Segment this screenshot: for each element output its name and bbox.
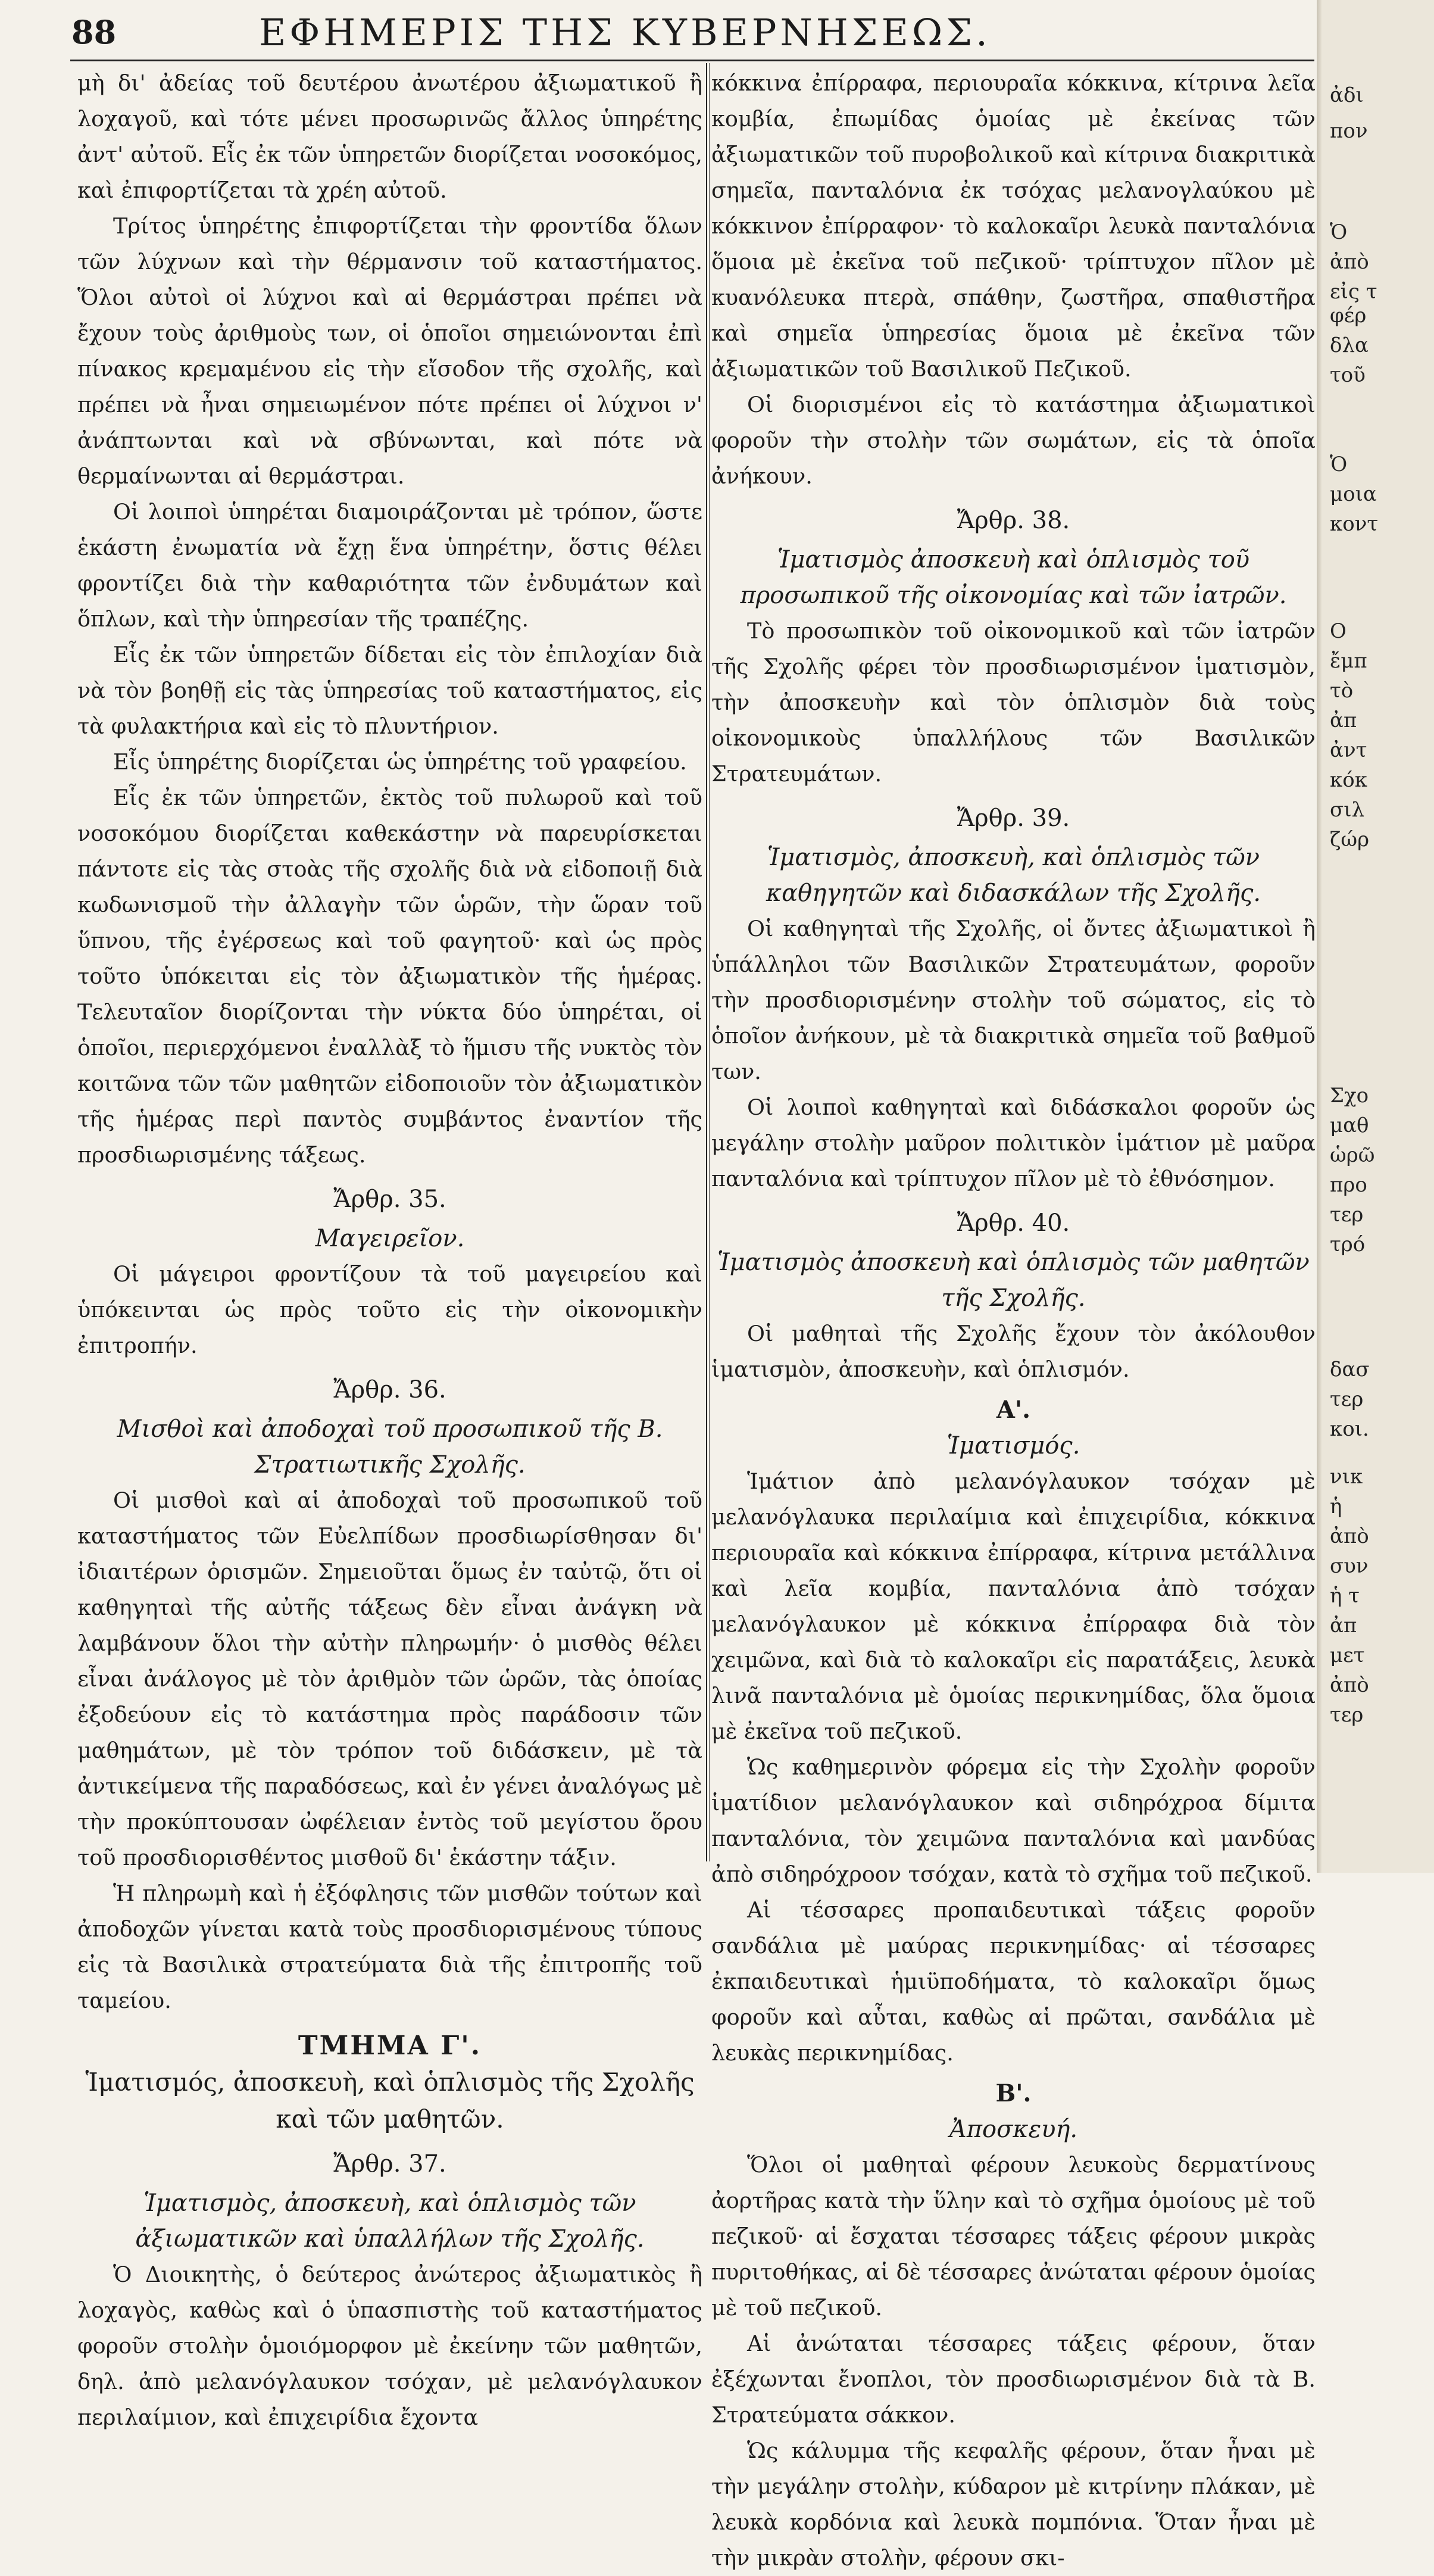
edge-text-fragment: ἀπὸ xyxy=(1330,1524,1369,1548)
article-caption: Μισθοὶ καὶ ἀποδοχαὶ τοῦ προσωπικοῦ τῆς Β. Στρατιωτικῆς Σχολῆς. xyxy=(117,1415,663,1479)
edge-text-fragment: μετ xyxy=(1330,1643,1365,1667)
edge-text-fragment: σιλ xyxy=(1330,798,1365,822)
edge-text-fragment: ἀπὸ xyxy=(1330,250,1369,274)
edge-text-fragment: δλα xyxy=(1330,333,1369,357)
article-heading: Ἄρθρ. 40. xyxy=(957,1209,1070,1237)
section-title: ΤΜΗΜΑ Γ'. xyxy=(298,2031,482,2061)
edge-text-fragment: τρό xyxy=(1330,1233,1366,1256)
article-caption: Ἱματισμὸς ἀποσκευὴ καὶ ὁπλισμὸς τῶν μαθητῶν τῆς Σχολῆς. xyxy=(717,1249,1310,1312)
paragraph: Εἷς ἐκ τῶν ὑπηρετῶν δίδεται εἰς τὸν ἐπιλοχίαν διὰ νὰ τὸν βοηθῇ εἰς τὰς ὑπηρεσίας τοῦ καταστήματος, εἰς τὰ φυλακτήρια καὶ εἰς τὸ πλυντήριον. xyxy=(77,642,702,739)
paragraph: μὴ δι' ἀδείας τοῦ δευτέρου ἀνωτέρου ἀξιωματικοῦ ἢ λοχαγοῦ, καὶ τότε μένει προσωρινῶς ἄλλος ὑπηρέτης ἀντ' αὐτοῦ. Εἷς ἐκ τῶν ὑπηρετῶν διορίζεται νοσοκόμος, καὶ ἐπιφορτίζεται τὰ χρέη αὐτοῦ. xyxy=(77,70,702,203)
edge-text-fragment: τοῦ xyxy=(1330,363,1366,387)
edge-text-fragment: ἡ τ xyxy=(1330,1584,1360,1608)
edge-text-fragment: νικ xyxy=(1330,1465,1363,1489)
edge-text-fragment: μοια xyxy=(1330,482,1377,506)
edge-text-fragment: μαθ xyxy=(1330,1114,1369,1137)
left-column xyxy=(77,66,702,2435)
article-heading: Ἄρθρ. 36. xyxy=(333,1376,446,1404)
edge-text-fragment: τερ xyxy=(1330,1387,1364,1411)
article-caption: Ἱματισμὸς, ἀποσκευὴ, καὶ ὁπλισμὸς τῶν καθηγητῶν καὶ διδασκάλων τῆς Σχολῆς. xyxy=(766,844,1261,907)
edge-text-fragment: δασ xyxy=(1330,1358,1370,1381)
edge-text-fragment: προ xyxy=(1330,1173,1367,1197)
edge-text-fragment: φέρ xyxy=(1330,304,1367,328)
paragraph: Ὡς καθημερινὸν φόρεμα εἰς τὴν Σχολὴν φοροῦν ἱματίδιον μελανόγλαυκον καὶ σιδηρόχροα δίμιτα πανταλόνια, τὸν χειμῶνα πανταλόνια καὶ μανδύας ἀπὸ σιδηρόχροον τσόχαν, κατὰ τὸ σχῆμα τοῦ πεζικοῦ. xyxy=(711,1754,1316,1887)
edge-text-fragment: κοντ xyxy=(1330,512,1379,536)
paragraph: Εἷς ὑπηρέτης διορίζεται ὡς ὑπηρέτης τοῦ γραφείου. xyxy=(113,749,687,775)
edge-text-fragment: ἔμπ xyxy=(1330,649,1367,673)
edge-text-fragment: τερ xyxy=(1330,1203,1364,1227)
paragraph: Ὡς κάλυμμα τῆς κεφαλῆς φέρουν, ὅταν ἦναι μὲ τὴν μεγάλην στολὴν, κύδαρον μὲ κιτρίνην πλάκαν, μὲ λευκὰ κορδόνια καὶ λευκὰ πομπόνια. Ὅταν ἦναι μὲ τὴν μικρὰν στολὴν, φέρουν σκι- xyxy=(711,2438,1316,2571)
edge-text-fragment: εἰς τ xyxy=(1330,280,1377,304)
article-heading: Ἄρθρ. 37. xyxy=(333,2150,446,2178)
edge-text-fragment: Ο xyxy=(1330,619,1346,643)
running-head-title: ΕΦΗΜΕΡΙΣ ΤΗΣ ΚΥΒΕΡΝΗΣΕΩΣ. xyxy=(259,11,991,54)
paragraph: Αἱ τέσσαρες προπαιδευτικαὶ τάξεις φοροῦν σανδάλια μὲ μαύρας περικνημίδας· αἱ τέσσαρες ἐκπαιδευτικαὶ ἡμιϋποδήματα, τὸ καλοκαῖρι ὅμως φοροῦν καὶ αὗται, καθὼς αἱ πρῶται, σανδάλια μὲ λευκὰς περικνημίδας. xyxy=(711,1897,1316,2066)
edge-text-fragment: ἀπ xyxy=(1330,709,1357,732)
article-caption: Ἱματισμὸς ἀποσκευὴ καὶ ὁπλισμὸς τοῦ προσωπικοῦ τῆς οἰκονομίας καὶ τῶν ἰατρῶν. xyxy=(740,546,1287,609)
paragraph: Ἡ πληρωμὴ καὶ ἡ ἐξόφλησις τῶν μισθῶν τούτων καὶ ἀποδοχῶν γίνεται κατὰ τοὺς προσδιορισμένους τύπους εἰς τὰ Βασιλικὰ στρατεύματα διὰ τῆς ἐπιτροπῆς τοῦ ταμείου. xyxy=(77,1880,702,2013)
section-subtitle: Ἱματισμός, ἀποσκευὴ, καὶ ὁπλισμὸς τῆς Σχολῆς καὶ τῶν μαθητῶν. xyxy=(85,2067,695,2134)
edge-text-fragment: Ὁ xyxy=(1330,453,1348,476)
edge-text-fragment: ἀδι xyxy=(1330,83,1364,107)
header-rule xyxy=(70,60,1314,61)
page-number: 88 xyxy=(71,13,117,51)
article-heading: Ἄρθρ. 38. xyxy=(957,507,1070,534)
column-divider xyxy=(706,63,707,1861)
edge-text-fragment: ἀπὸ xyxy=(1330,1673,1369,1697)
edge-text-fragment: πον xyxy=(1330,119,1368,143)
paragraph: Εἷς ἐκ τῶν ὑπηρετῶν, ἐκτὸς τοῦ πυλωροῦ καὶ τοῦ νοσοκόμου διορίζεται καθεκάστην νὰ παρευρίσκεται πάντοτε εἰς τὰς στοὰς τῆς σχολῆς διὰ νὰ εἰδοποιῇ διὰ κωδωνισμοῦ τὴν ἀλλαγὴν τῶν ὡρῶν, τὴν ὥραν τοῦ ὕπνου, τῆς ἐγέρσεως καὶ τοῦ φαγητοῦ· καὶ ὡς πρὸς τοῦτο ὑπόκειται εἰς τὸν ἀξιωματικὸν τῆς ἡμέρας. Τελευταῖον διορίζονται τὴν νύκτα δύο ὑπηρέται, οἱ ὁποῖοι, περιερχόμενοι ἐναλλὰξ τὸ ἥμισυ τῆς νυκτὸς τὸν κοιτῶνα τῶν τῶν μαθητῶν εἰδοποιοῦν τὸν ἀξιωματικὸν τῆς ἡμέρας περὶ παντὸς συμβάντος ἐναντίον τῆς προσδιωρισμένης τάξεως. xyxy=(77,785,702,1168)
edge-text-fragment: ζώρ xyxy=(1330,828,1370,852)
paragraph: Οἱ καθηγηταὶ τῆς Σχολῆς, οἱ ὄντες ἀξιωματικοὶ ἢ ὑπάλληλοι τῶν Βασιλικῶν Στρατευμάτων, φοροῦν τὴν προσδιορισμένην στολὴν τοῦ σώματος, εἰς τὸ ὁποῖον ἀνήκουν, μὲ τὰ διακριτικὰ σημεῖα τοῦ βαθμοῦ των. xyxy=(711,916,1316,1084)
edge-text-fragment: Ὁ xyxy=(1330,220,1348,244)
paragraph: Οἱ λοιποὶ καθηγηταὶ καὶ διδάσκαλοι φοροῦν ὡς μεγάλην στολὴν μαῦρον πολιτικὸν ἱμάτιον μὲ μαῦρα πανταλόνια καὶ τρίπτυχον πῖλον μὲ τὸ ἐθνόσημον. xyxy=(711,1094,1316,1192)
paragraph: Οἱ μισθοὶ καὶ αἱ ἀποδοχαὶ τοῦ προσωπικοῦ τοῦ καταστήματος τῶν Εὐελπίδων προσδιωρίσθησαν δι' ἰδιαιτέρων ὁρισμῶν. Σημειοῦται ὅμως ἐν ταὐτῷ, ὅτι οἱ καθηγηταὶ τῆς αὐτῆς τάξεως δὲν εἶναι ἀνάγκη νὰ λαμβάνουν ὅλοι τὴν αὐτὴν πληρωμήν· ὁ μισθὸς θέλει εἶναι ἀνάλογος μὲ τὸν ἀριθμὸν τῶν ὡρῶν, τὰς ὁποίας ἐξοδεύουν εἰς τὸ κατάστημα πρὸς παράδοσιν τῶν μαθημάτων, μὲ τὸν τρόπον τοῦ διδάσκειν, μὲ τὰ ἀντικείμενα τῆς παραδόσεως, καὶ ἐν γένει ἀναλόγως μὲ τὴν προκύπτουσαν ὠφέλειαν ἐντὸς τοῦ μεγίστου ὅρου τοῦ προσδιορισθέντος μισθοῦ δι' ἑκάστην τάξιν. xyxy=(77,1487,702,1870)
edge-text-fragment: κοι. xyxy=(1330,1417,1369,1441)
subsection-caption: Ἱματισμός. xyxy=(946,1432,1080,1459)
adjacent-page-edge xyxy=(1321,0,1434,1873)
article-caption: Μαγειρεῖον. xyxy=(315,1225,465,1252)
subsection-letter: Α'. xyxy=(996,1396,1031,1424)
paragraph: Αἱ ἀνώταται τέσσαρες τάξεις φέρουν, ὅταν ἐξέχωνται ἔνοπλοι, τὸν προσδιωρισμένον διὰ τὰ Β. Στρατεύματα σάκκον. xyxy=(711,2331,1316,2428)
paragraph: Ὅλοι οἱ μαθηταὶ φέρουν λευκοὺς δερματίνους ἀορτῆρας κατὰ τὴν ὕλην καὶ τὸ σχῆμα ὁμοίους μὲ τοῦ πεζικοῦ· αἱ ἔσχαται τέσσαρες τάξεις φέρουν μικρὰς πυριτοθήκας, αἱ δὲ τέσσαρες ἀνώταται φέρουν ὁμοίας μὲ τοῦ πεζικοῦ. xyxy=(711,2152,1316,2321)
right-column xyxy=(711,66,1316,2576)
edge-text-fragment: ὡρῶ xyxy=(1330,1143,1375,1167)
article-heading: Ἄρθρ. 39. xyxy=(957,804,1070,832)
edge-text-fragment: κόκ xyxy=(1330,768,1367,792)
paragraph: Τρίτος ὑπηρέτης ἐπιφορτίζεται τὴν φροντίδα ὅλων τῶν λύχνων καὶ τὴν θέρμανσιν τοῦ καταστήματος. Ὅλοι αὐτοὶ οἱ λύχνοι καὶ αἱ θερμάστραι πρέπει νὰ ἔχουν τοὺς ἀριθμοὺς των, οἱ ὁποῖοι σημειώνονται ἐπὶ πίνακος κρεμαμένου εἰς τὴν εἴσοδον τῆς σχολῆς, καὶ πρέπει νὰ ἦναι σημειωμένον πότε πρέπει οἱ λύχνοι ν' ἀνάπτωνται καὶ νὰ σβύνωνται, καὶ πότε νὰ θερμαίνωνται αἱ θερμάστραι. xyxy=(77,213,702,489)
paragraph: Τὸ προσωπικὸν τοῦ οἰκονομικοῦ καὶ τῶν ἰατρῶν τῆς Σχολῆς φέρει τὸν προσδιωρισμένον ἱματισμὸν, τὴν ἀποσκευὴν καὶ τὸν ὁπλισμὸν διὰ τοὺς οἰκονομικοὺς ὑπαλλήλους τῶν Βασιλικῶν Στρατευμάτων. xyxy=(711,618,1316,787)
subsection-letter: Β'. xyxy=(995,2079,1032,2107)
paragraph: Ὁ Διοικητὴς, ὁ δεύτερος ἀνώτερος ἀξιωματικὸς ἢ λοχαγὸς, καθὼς καὶ ὁ ὑπασπιστὴς τοῦ καταστήματος φοροῦν στολὴν ὁμοιόμορφον μὲ ἐκείνην τῶν μαθητῶν, δηλ. ἀπὸ μελανόγλαυκον τσόχαν, μὲ μελανόγλαυκον περιλαίμιον, καὶ ἐπιχειρίδια ἔχοντα xyxy=(77,2262,702,2430)
edge-text-fragment: συν xyxy=(1330,1554,1369,1578)
column-divider xyxy=(709,63,710,1861)
paragraph: Οἱ μαθηταὶ τῆς Σχολῆς ἔχουν τὸν ἀκόλουθον ἱματισμὸν, ἀποσκευὴν, καὶ ὁπλισμόν. xyxy=(711,1321,1316,1382)
paragraph: Οἱ λοιποὶ ὑπηρέται διαμοιράζονται μὲ τρόπον, ὥστε ἑκάστη ἐνωματία νὰ ἔχῃ ἕνα ὑπηρέτην, ὅστις θέλει φροντίζει διὰ τὴν καθαριότητα τῶν ἐνδυμάτων καὶ ὅπλων, καὶ τὴν ὑπηρεσίαν τῆς τραπέζης. xyxy=(77,499,702,632)
edge-text-fragment: τὸ xyxy=(1330,679,1354,703)
paragraph: Οἱ μάγειροι φροντίζουν τὰ τοῦ μαγειρείου καὶ ὑπόκεινται ὡς πρὸς τοῦτο εἰς τὴν οἰκονομικὴν ἐπιτροπήν. xyxy=(77,1261,702,1358)
edge-text-fragment: Σχο xyxy=(1330,1084,1369,1108)
edge-text-fragment: ἀπ xyxy=(1330,1614,1357,1638)
paragraph: Ἱμάτιον ἀπὸ μελανόγλαυκον τσόχαν μὲ μελανόγλαυκα περιλαίμια καὶ ἐπιχειρίδια, κόκκινα περιουραῖα καὶ κόκκινα ἐπίρραφα, κίτρινα μετάλλινα καὶ λεῖα κομβία, πανταλόνια ἀπὸ τσόχαν μελανόγλαυκον μὲ κόκκινα ἐπίρραφα διὰ τὸν χειμῶνα, καὶ διὰ τὸ καλοκαῖρι εἰς παρατάξεις, λευκὰ λινᾶ πανταλόνια μὲ ὁμοίας περικνημίδας, ὅλα ὅμοια μὲ ἐκεῖνα τοῦ πεζικοῦ. xyxy=(711,1468,1316,1744)
article-heading: Ἄρθρ. 35. xyxy=(333,1186,446,1213)
edge-text-fragment: ἡ xyxy=(1330,1495,1342,1518)
paragraph: Οἱ διορισμένοι εἰς τὸ κατάστημα ἀξιωματικοὶ φοροῦν τὴν στολὴν τῶν σωμάτων, εἰς τὰ ὁποῖα ἀνήκουν. xyxy=(711,392,1316,489)
edge-text-fragment: ἀντ xyxy=(1330,738,1367,762)
paragraph: κόκκινα ἐπίρραφα, περιουραῖα κόκκινα, κίτρινα λεῖα κομβία, ἐπωμίδας ὁμοίας μὲ ἐκείνας τῶν ἀξιωματικῶν τοῦ πυροβολικοῦ καὶ κίτρινα διακριτικὰ σημεῖα, πανταλόνια ἐκ τσόχας μελανογλαύκου μὲ κόκκινον ἐπίρραφον· τὸ καλοκαῖρι λευκὰ πανταλόνια ὅμοια μὲ ἐκεῖνα τοῦ πεζικοῦ· τρίπτυχον πῖλον μὲ κυανόλευκα πτερὰ, σπάθην, ζωστῆρα, σπαθιστῆρα καὶ σημεῖα ὑπηρεσίας ὅμοια μὲ ἐκεῖνα τῶν ἀξιωματικῶν τοῦ Βασιλικοῦ Πεζικοῦ. xyxy=(711,70,1316,382)
subsection-caption: Ἀποσκευή. xyxy=(949,2116,1078,2143)
article-caption: Ἱματισμὸς, ἀποσκευὴ, καὶ ὁπλισμὸς τῶν ἀξιωματικῶν καὶ ὑπαλλήλων τῆς Σχολῆς. xyxy=(135,2190,645,2253)
edge-text-fragment: τερ xyxy=(1330,1703,1364,1727)
